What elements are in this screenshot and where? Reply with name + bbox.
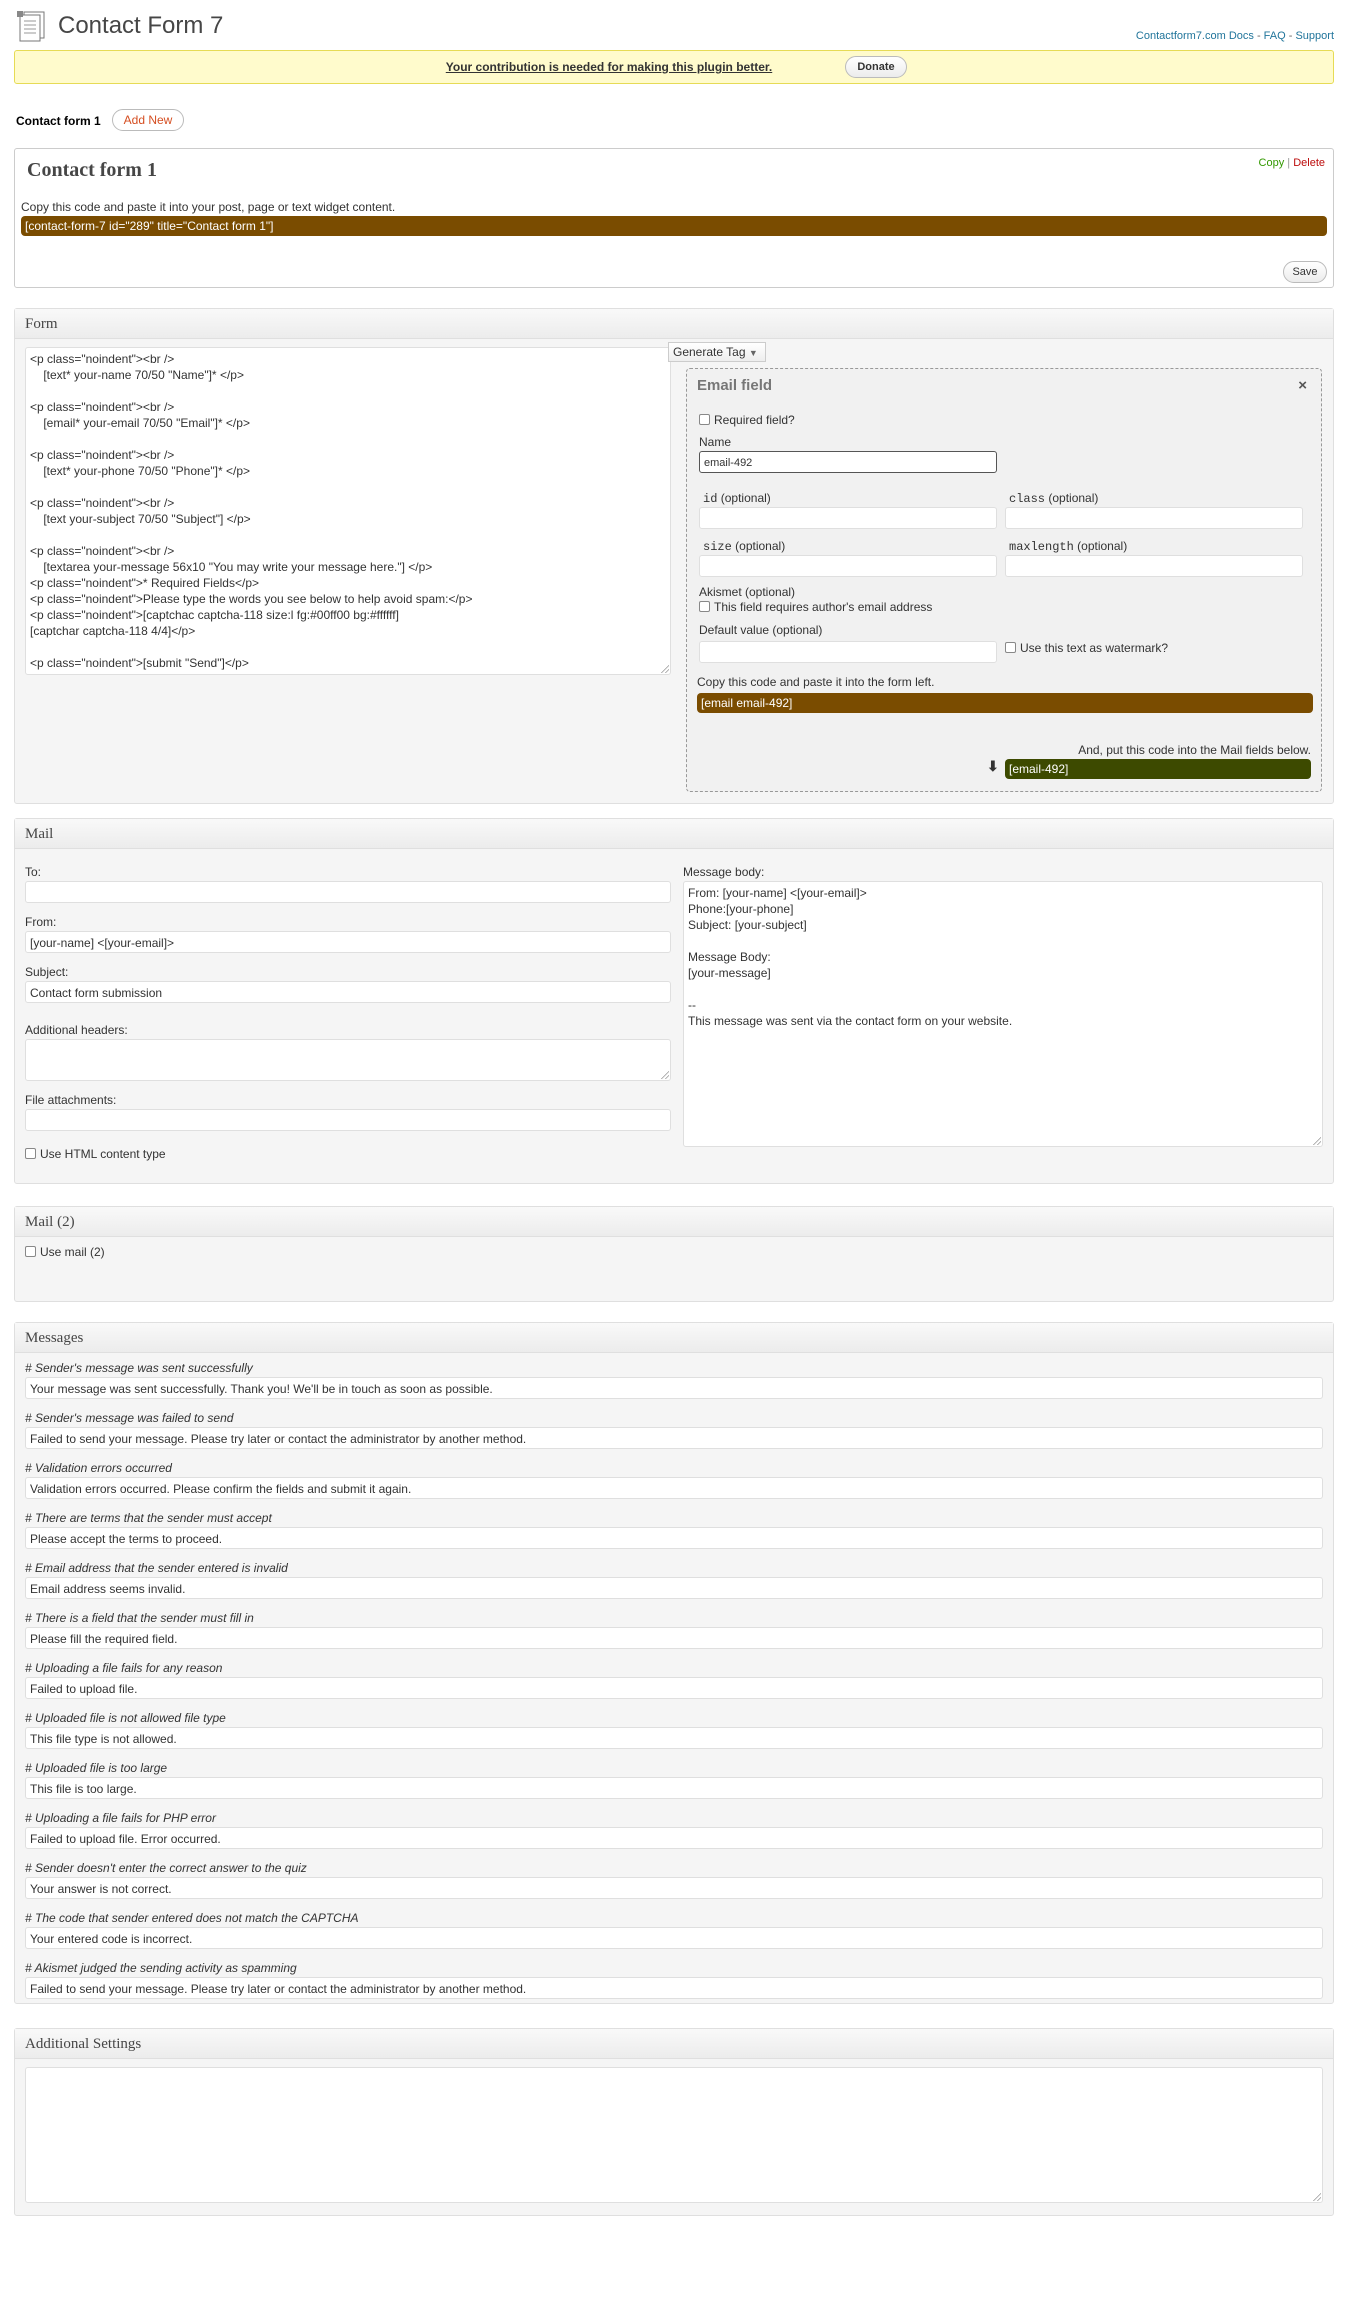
mail2-panel-title: Mail (2) xyxy=(15,1207,1333,1237)
message-input[interactable]: This file is too large. xyxy=(25,1777,1323,1799)
form-tag-field[interactable]: [email email-492] xyxy=(697,693,1313,713)
additional-settings-title: Additional Settings xyxy=(15,2029,1333,2059)
subject-input[interactable]: Contact form submission xyxy=(25,981,671,1003)
size-input[interactable] xyxy=(699,555,997,577)
required-field-label: Required field? xyxy=(714,413,795,427)
from-input[interactable]: [your-name] <[your-email]> xyxy=(25,931,671,953)
message-label: # The code that sender entered does not match the CAPTCHA xyxy=(25,1911,359,1925)
tab-current-form[interactable]: Contact form 1 xyxy=(16,114,101,128)
checkbox[interactable] xyxy=(699,601,710,612)
required-field-checkbox[interactable] xyxy=(699,413,795,427)
message-label: # Sender's message was failed to send xyxy=(25,1411,234,1425)
contact-form-logo-icon xyxy=(16,10,46,42)
support-link[interactable]: Support xyxy=(1295,30,1334,42)
delete-link[interactable]: Delete xyxy=(1293,157,1325,169)
docs-link[interactable]: Contactform7.com Docs xyxy=(1135,30,1254,42)
maxlength-optional-label: (optional) xyxy=(1077,539,1128,553)
name-label: Name xyxy=(699,435,732,449)
copy-link[interactable]: Copy xyxy=(1258,157,1285,169)
file-attachments-input[interactable] xyxy=(25,1109,671,1131)
page-title: Contact Form 7 xyxy=(58,12,224,39)
class-label: class xyxy=(1009,492,1046,506)
message-input[interactable]: Failed to send your message. Please try later or contact the administrator by another method. xyxy=(25,1427,1323,1449)
copy-instruction: Copy this code and paste it into the form left. xyxy=(697,675,935,689)
message-input[interactable]: Your message was sent successfully. Thank you! We'll be in touch as soon as possible. xyxy=(25,1377,1323,1399)
mail-tag-field[interactable]: [email-492] xyxy=(1005,759,1311,779)
message-body-text: From: [your-name] <[your-email]> Phone:[your-phone] Subject: [your-subject] Message Body: [your-message] -- This message was sent via the contact form on your website. xyxy=(688,886,1013,1028)
shortcode-field[interactable]: [contact-form-7 id="289" title="Contact form 1"] xyxy=(21,216,1327,236)
akismet-checkbox[interactable] xyxy=(699,600,932,614)
message-label: # Uploaded file is not allowed file type xyxy=(25,1711,226,1725)
message-input[interactable]: Email address seems invalid. xyxy=(25,1577,1323,1599)
message-input[interactable]: Your answer is not correct. xyxy=(25,1877,1323,1899)
form-code-text: <p class="noindent"><br /> [text* your-name 70/50 "Name"]* </p> <p class="noindent"><br /> [email* your-email 70/50 "Email"]* </p> <p class="noindent"><br /> [text* your-phone 70/50 "Phone"]* </p> <p class="noindent"><br /> [text your-subject 70/50 "Subject"] </p> <p class="noindent"><br /> [textarea your-message 56x10 "You may write your message here."] </p> <p class="noindent">* Required Fields</p> <p class="noindent">Please type the words you see below to help avoid spam:</p> <p class="noindent">[captchac captcha-118 size:l fg:#00ff00 bg:#ffffff] [captchar captcha-118 4/4]</p> <p class="noindent">[submit "Send"]</p> xyxy=(30,352,473,670)
default-value-input[interactable] xyxy=(699,641,997,663)
additional-headers-textarea[interactable] xyxy=(25,1039,671,1081)
message-input[interactable]: Please accept the terms to proceed. xyxy=(25,1527,1323,1549)
maxlength-label: maxlength xyxy=(1009,540,1074,554)
watermark-label: Use this text as watermark? xyxy=(1020,641,1169,655)
resize-handle[interactable] xyxy=(661,1071,669,1079)
add-new-button[interactable]: Add New xyxy=(112,109,184,131)
message-label: # Validation errors occurred xyxy=(25,1461,172,1475)
message-label: # There is a field that the sender must fill in xyxy=(25,1611,254,1625)
messages-panel xyxy=(14,1322,1334,2004)
class-input[interactable] xyxy=(1005,507,1303,529)
checkbox[interactable] xyxy=(25,1148,36,1159)
akismet-label: Akismet (optional) xyxy=(699,585,796,599)
mail-panel xyxy=(14,818,1334,1184)
faq-link[interactable]: FAQ xyxy=(1263,30,1286,42)
additional-settings-panel xyxy=(14,2028,1334,2216)
from-label: From: xyxy=(25,915,57,929)
shortcode-instructions: Copy this code and paste it into your post, page or text widget content. xyxy=(21,200,396,214)
message-input[interactable]: This file type is not allowed. xyxy=(25,1727,1323,1749)
message-input[interactable]: Failed to upload file. xyxy=(25,1677,1323,1699)
resize-handle[interactable] xyxy=(1313,2193,1321,2201)
message-label: # Sender's message was sent successfully xyxy=(25,1361,253,1375)
message-input[interactable]: Failed to send your message. Please try later or contact the administrator by another method. xyxy=(25,1977,1323,1999)
donation-notice xyxy=(14,50,1334,84)
generate-tag-label: Generate Tag xyxy=(673,345,746,359)
form-code-textarea[interactable] xyxy=(25,347,671,675)
form-title[interactable]: Contact form 1 xyxy=(27,159,157,181)
arrow-down-icon: ⬇ xyxy=(987,758,999,774)
class-optional-label: (optional) xyxy=(1048,491,1099,505)
message-label: # Sender doesn't enter the correct answer to the quiz xyxy=(25,1861,307,1875)
mail-panel-title: Mail xyxy=(15,819,1333,849)
action-separator: | xyxy=(1287,157,1291,169)
additional-headers-label: Additional headers: xyxy=(25,1023,128,1037)
mail2-panel xyxy=(14,1206,1334,1302)
checkbox[interactable] xyxy=(25,1246,36,1257)
message-label: # Uploading a file fails for any reason xyxy=(25,1661,223,1675)
page-header xyxy=(16,8,1334,48)
donate-button[interactable]: Donate xyxy=(845,56,907,78)
use-mail2-label: Use mail (2) xyxy=(40,1245,105,1259)
to-input[interactable] xyxy=(25,881,671,903)
message-label: # There are terms that the sender must accept xyxy=(25,1511,272,1525)
id-input[interactable] xyxy=(699,507,997,529)
additional-settings-textarea[interactable] xyxy=(25,2067,1323,2203)
resize-handle[interactable] xyxy=(661,665,669,673)
message-input[interactable]: Please fill the required field. xyxy=(25,1627,1323,1649)
checkbox[interactable] xyxy=(1005,642,1016,653)
resize-handle[interactable] xyxy=(1313,1137,1321,1145)
email-tag-generator-box xyxy=(686,368,1322,792)
message-body-textarea[interactable] xyxy=(683,881,1323,1147)
message-input[interactable]: Your entered code is incorrect. xyxy=(25,1927,1323,1949)
close-icon[interactable]: × xyxy=(1298,377,1307,394)
maxlength-input[interactable] xyxy=(1005,555,1303,577)
chevron-down-icon: ▼ xyxy=(748,348,758,358)
message-body-label: Message body: xyxy=(683,865,765,879)
checkbox[interactable] xyxy=(699,414,710,425)
message-input[interactable]: Validation errors occurred. Please confirm the fields and submit it again. xyxy=(25,1477,1323,1499)
form-actions xyxy=(1259,157,1325,169)
message-label: # Uploading a file fails for PHP error xyxy=(25,1811,216,1825)
html-content-type-checkbox[interactable] xyxy=(25,1147,166,1161)
name-input[interactable]: email-492 xyxy=(699,451,997,473)
size-optional-label: (optional) xyxy=(735,539,786,553)
id-label: id xyxy=(703,492,718,506)
file-attachments-label: File attachments: xyxy=(25,1093,117,1107)
size-label: size xyxy=(703,540,732,554)
form-panel-title: Form xyxy=(15,309,1333,339)
help-links: Contactform7.com Docs - FAQ - Support xyxy=(1135,30,1334,42)
save-button[interactable]: Save xyxy=(1283,261,1327,283)
html-content-type-label: Use HTML content type xyxy=(40,1147,166,1161)
messages-panel-title: Messages xyxy=(15,1323,1333,1353)
mail-instruction: And, put this code into the Mail fields below. xyxy=(1078,743,1311,757)
default-value-label: Default value (optional) xyxy=(699,623,823,637)
message-input[interactable]: Failed to upload file. Error occurred. xyxy=(25,1827,1323,1849)
message-label: # Akismet judged the sending activity as spamming xyxy=(25,1961,297,1975)
form-title-box xyxy=(14,148,1334,288)
generate-tag-dropdown[interactable] xyxy=(668,342,766,362)
message-label: # Uploaded file is too large xyxy=(25,1761,168,1775)
tag-generator-title: Email field xyxy=(697,377,773,394)
id-optional-label: (optional) xyxy=(720,491,771,505)
use-mail2-checkbox[interactable] xyxy=(25,1245,105,1259)
message-label: # Email address that the sender entered is invalid xyxy=(25,1561,288,1575)
to-label: To: xyxy=(25,865,42,879)
watermark-checkbox[interactable] xyxy=(1005,641,1168,655)
notice-link[interactable]: Your contribution is needed for making this plugin better. xyxy=(445,60,773,74)
akismet-option-label: This field requires author's email address xyxy=(714,600,933,614)
subject-label: Subject: xyxy=(25,965,69,979)
